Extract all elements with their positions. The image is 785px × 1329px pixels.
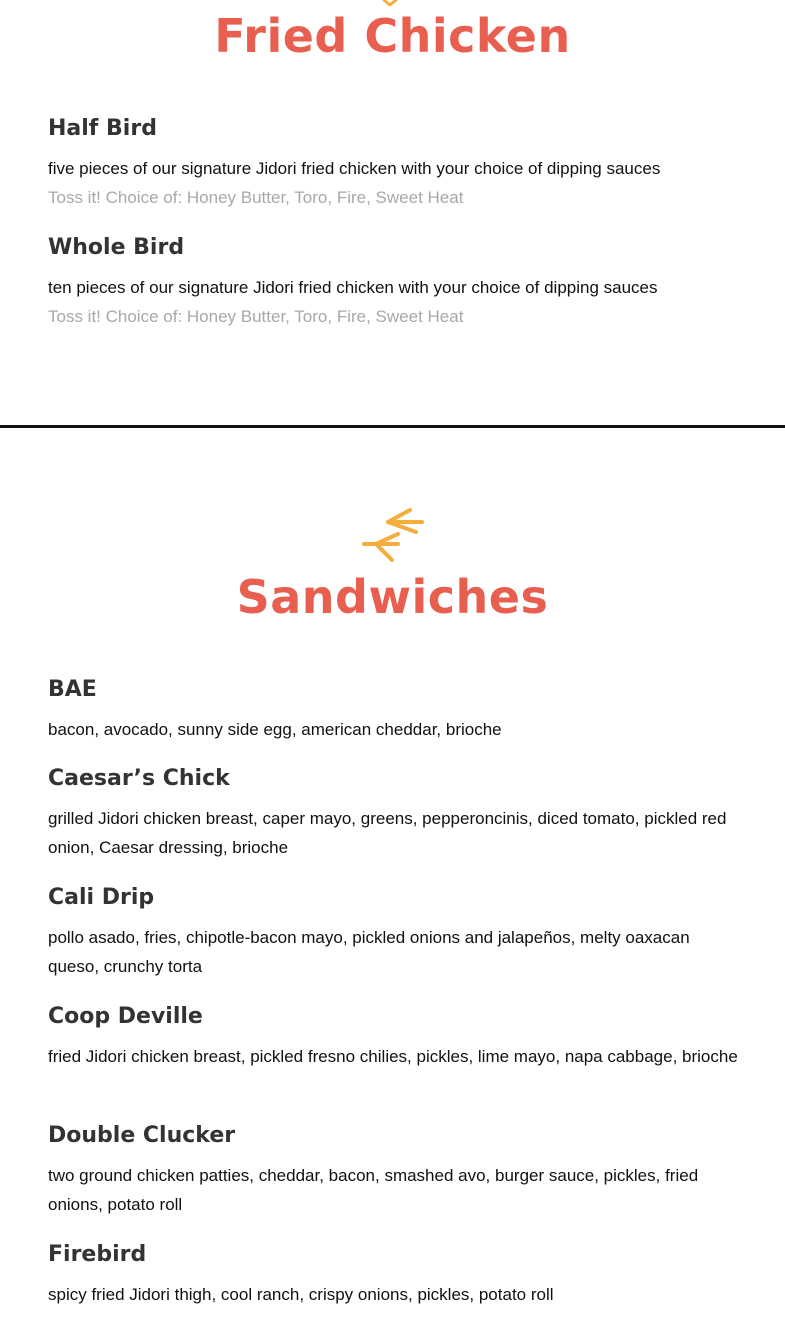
menu-item-name: Whole Bird xyxy=(48,235,185,260)
menu-item-coop-deville xyxy=(48,1006,738,1071)
menu-item-cali-drip xyxy=(48,887,738,981)
menu-item-name: Caesar’s Chick xyxy=(48,766,230,791)
menu-item-bae xyxy=(48,679,738,744)
menu-item-double-clucker xyxy=(48,1125,738,1219)
menu-item-whole-bird xyxy=(48,237,738,331)
menu-item-firebird xyxy=(48,1244,738,1309)
menu-item-description: pollo asado, fries, chipotle-bacon mayo, pickled onions and jalapeños, melty oaxacan queso, crunchy torta xyxy=(48,928,690,976)
menu-item-description: grilled Jidori chicken breast, caper mayo, greens, pepperoncinis, diced tomato, pickled red onion, Caesar dressing, brioche xyxy=(48,809,727,857)
menu-item-caesars-chick xyxy=(48,768,738,862)
section-title-sandwiches: Sandwiches xyxy=(236,570,549,624)
menu-item-note: Toss it! Choice of: Honey Butter, Toro, Fire, Sweet Heat xyxy=(48,188,464,207)
menu-item-description: fried Jidori chicken breast, pickled fresno chilies, pickles, lime mayo, napa cabbage, brioche xyxy=(48,1047,738,1066)
menu-item-name: Double Clucker xyxy=(48,1123,236,1148)
menu-item-name: Firebird xyxy=(48,1242,147,1267)
menu-item-description: bacon, avocado, sunny side egg, american cheddar, brioche xyxy=(48,720,502,739)
menu-item-description: five pieces of our signature Jidori fried chicken with your choice of dipping sauces xyxy=(48,159,661,178)
section-divider xyxy=(0,425,785,428)
menu-item-name: Cali Drip xyxy=(48,885,155,910)
menu-item-name: Half Bird xyxy=(48,116,157,141)
menu-item-description: ten pieces of our signature Jidori fried chicken with your choice of dipping sauces xyxy=(48,278,658,297)
menu-item-note: Toss it! Choice of: Honey Butter, Toro, Fire, Sweet Heat xyxy=(48,307,464,326)
chicken-feet-icon xyxy=(380,0,400,6)
section-title-fried-chicken: Fried Chicken xyxy=(214,9,571,63)
menu-item-name: Coop Deville xyxy=(48,1004,203,1029)
menu-item-half-bird xyxy=(48,118,738,212)
chicken-feet-icon xyxy=(358,504,430,566)
menu-item-description: spicy fried Jidori thigh, cool ranch, crispy onions, pickles, potato roll xyxy=(48,1285,554,1304)
menu-item-name: BAE xyxy=(48,677,97,702)
menu-item-description: two ground chicken patties, cheddar, bacon, smashed avo, burger sauce, pickles, fried onions, potato roll xyxy=(48,1166,699,1214)
